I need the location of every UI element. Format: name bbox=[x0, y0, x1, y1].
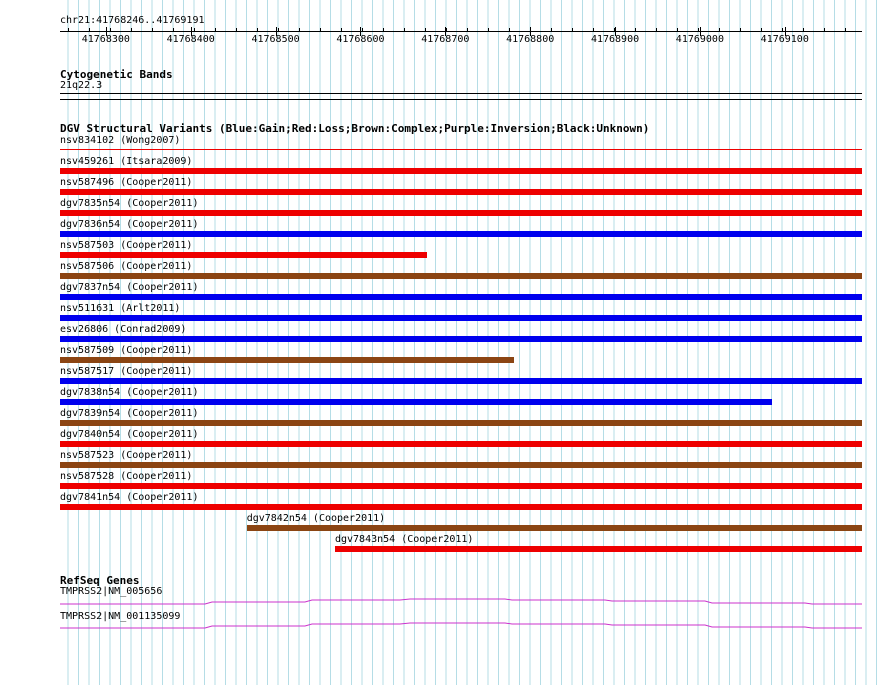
refseq-gene-label-2[interactable]: TMPRSS2|NM_001135099 bbox=[60, 611, 181, 622]
refseq-gene-2-line[interactable] bbox=[60, 623, 862, 628]
ruler-minor-tick bbox=[698, 28, 699, 32]
ruler-tick-label: 41769000 bbox=[675, 34, 724, 45]
ruler-tick-label: 41768800 bbox=[506, 34, 555, 45]
ruler-tick-label: 41768700 bbox=[421, 34, 470, 45]
ruler-minor-tick bbox=[383, 28, 384, 32]
variant-label[interactable]: nsv587517 (Cooper2011) bbox=[60, 366, 193, 377]
variant-bar[interactable] bbox=[60, 315, 862, 321]
ruler-minor-tick bbox=[677, 28, 678, 32]
variant-label[interactable]: nsv511631 (Arlt2011) bbox=[60, 303, 181, 314]
ruler-minor-tick bbox=[89, 28, 90, 32]
variant-label[interactable]: nsv587506 (Cooper2011) bbox=[60, 261, 193, 272]
ruler-minor-tick bbox=[215, 28, 216, 32]
ruler-minor-tick bbox=[719, 28, 720, 32]
variant-label[interactable]: nsv587523 (Cooper2011) bbox=[60, 450, 193, 461]
ruler-tick-label: 41768300 bbox=[81, 34, 130, 45]
ruler-minor-tick bbox=[803, 28, 804, 32]
ruler-minor-tick bbox=[194, 28, 195, 32]
cytoband-upper-line bbox=[60, 93, 862, 94]
variant-label[interactable]: nsv587496 (Cooper2011) bbox=[60, 177, 193, 188]
variant-bar[interactable] bbox=[60, 231, 862, 237]
ruler-tick-label: 41768500 bbox=[251, 34, 300, 45]
variant-bar[interactable] bbox=[60, 189, 862, 195]
variant-bar[interactable] bbox=[60, 294, 862, 300]
variant-bar[interactable] bbox=[60, 483, 862, 489]
variant-label[interactable]: nsv587503 (Cooper2011) bbox=[60, 240, 193, 251]
ruler-minor-tick bbox=[782, 28, 783, 32]
ruler-tick-label: 41768900 bbox=[590, 34, 640, 45]
ruler-minor-tick bbox=[593, 28, 594, 32]
variant-bar[interactable] bbox=[60, 378, 862, 384]
cytoband-track-title: Cytogenetic Bands bbox=[60, 68, 173, 81]
variant-label[interactable]: dgv7840n54 (Cooper2011) bbox=[60, 429, 199, 440]
variant-label[interactable]: dgv7839n54 (Cooper2011) bbox=[60, 408, 199, 419]
variant-bar[interactable] bbox=[60, 399, 772, 405]
ruler-minor-tick bbox=[236, 28, 237, 32]
variant-bar[interactable] bbox=[60, 504, 862, 510]
variant-label[interactable]: nsv459261 (Itsara2009) bbox=[60, 156, 193, 167]
ruler-minor-tick bbox=[152, 28, 153, 32]
variant-bar[interactable] bbox=[60, 273, 862, 279]
variant-bar[interactable] bbox=[60, 420, 862, 426]
refseq-track-title: RefSeq Genes bbox=[60, 574, 140, 587]
variant-bar[interactable] bbox=[247, 525, 862, 531]
ruler-minor-tick bbox=[425, 28, 426, 32]
ruler-tick-label: 41769100 bbox=[760, 34, 809, 45]
variant-bar[interactable] bbox=[60, 441, 862, 447]
variant-label[interactable]: dgv7842n54 (Cooper2011) bbox=[246, 513, 386, 524]
variant-bar[interactable] bbox=[60, 462, 862, 468]
variant-label[interactable]: dgv7837n54 (Cooper2011) bbox=[60, 282, 199, 293]
cytoband-lower-line bbox=[60, 99, 862, 100]
ruler-minor-tick bbox=[845, 28, 846, 32]
refseq-gene-models bbox=[0, 590, 890, 640]
variant-label[interactable]: dgv7836n54 (Cooper2011) bbox=[60, 219, 199, 230]
refseq-gene-1-line[interactable] bbox=[60, 599, 862, 604]
ruler-tick-label: 41768600 bbox=[336, 34, 385, 45]
variant-label[interactable]: dgv7835n54 (Cooper2011) bbox=[60, 198, 199, 209]
coordinate-readout: chr21:41768246..41769191 bbox=[60, 15, 205, 26]
ruler-minor-tick bbox=[740, 28, 741, 32]
dgv-track-title: DGV Structural Variants (Blue:Gain;Red:Loss;Brown:Complex;Purple:Inversion;Black:Unknown) bbox=[60, 122, 650, 135]
variant-bar[interactable] bbox=[60, 336, 862, 342]
variant-label[interactable]: esv26806 (Conrad2009) bbox=[60, 324, 187, 335]
ruler-minor-tick bbox=[299, 28, 300, 32]
ruler-minor-tick bbox=[824, 28, 825, 32]
variant-label[interactable]: dgv7841n54 (Cooper2011) bbox=[60, 492, 199, 503]
variant-bar[interactable] bbox=[60, 149, 862, 150]
cytoband-label: 21q22.3 bbox=[60, 80, 103, 91]
ruler-minor-tick bbox=[761, 28, 762, 32]
variant-label[interactable]: nsv587509 (Cooper2011) bbox=[60, 345, 193, 356]
variant-bar[interactable] bbox=[60, 168, 862, 174]
variant-bar[interactable] bbox=[60, 357, 514, 363]
variant-label[interactable]: dgv7838n54 (Cooper2011) bbox=[60, 387, 199, 398]
ruler-minor-tick bbox=[467, 28, 468, 32]
ruler-minor-tick bbox=[278, 28, 279, 32]
ruler-minor-tick bbox=[320, 28, 321, 32]
ruler-minor-tick bbox=[131, 28, 132, 32]
ruler-minor-tick bbox=[173, 28, 174, 32]
ruler-minor-tick bbox=[404, 28, 405, 32]
ruler-minor-tick bbox=[257, 28, 258, 32]
ruler-minor-tick bbox=[551, 28, 552, 32]
variant-label[interactable]: nsv834102 (Wong2007) bbox=[60, 135, 181, 146]
ruler-minor-tick bbox=[488, 28, 489, 32]
variant-label[interactable]: nsv587528 (Cooper2011) bbox=[60, 471, 193, 482]
variant-bar[interactable] bbox=[335, 546, 862, 552]
ruler-minor-tick bbox=[656, 28, 657, 32]
ruler-minor-tick bbox=[635, 28, 636, 32]
variant-bar[interactable] bbox=[60, 252, 427, 258]
ruler-minor-tick bbox=[509, 28, 510, 32]
ruler-minor-tick bbox=[110, 28, 111, 32]
ruler-axis bbox=[60, 31, 862, 32]
variant-bar[interactable] bbox=[60, 210, 862, 216]
ruler-tick-label: 41768400 bbox=[166, 34, 215, 45]
ruler-minor-tick bbox=[341, 28, 342, 32]
refseq-gene-label-1[interactable]: TMPRSS2|NM_005656 bbox=[60, 586, 163, 597]
variant-label[interactable]: dgv7843n54 (Cooper2011) bbox=[334, 534, 474, 545]
ruler-minor-tick bbox=[572, 28, 573, 32]
ruler-minor-tick bbox=[362, 28, 363, 32]
ruler-minor-tick bbox=[68, 28, 69, 32]
